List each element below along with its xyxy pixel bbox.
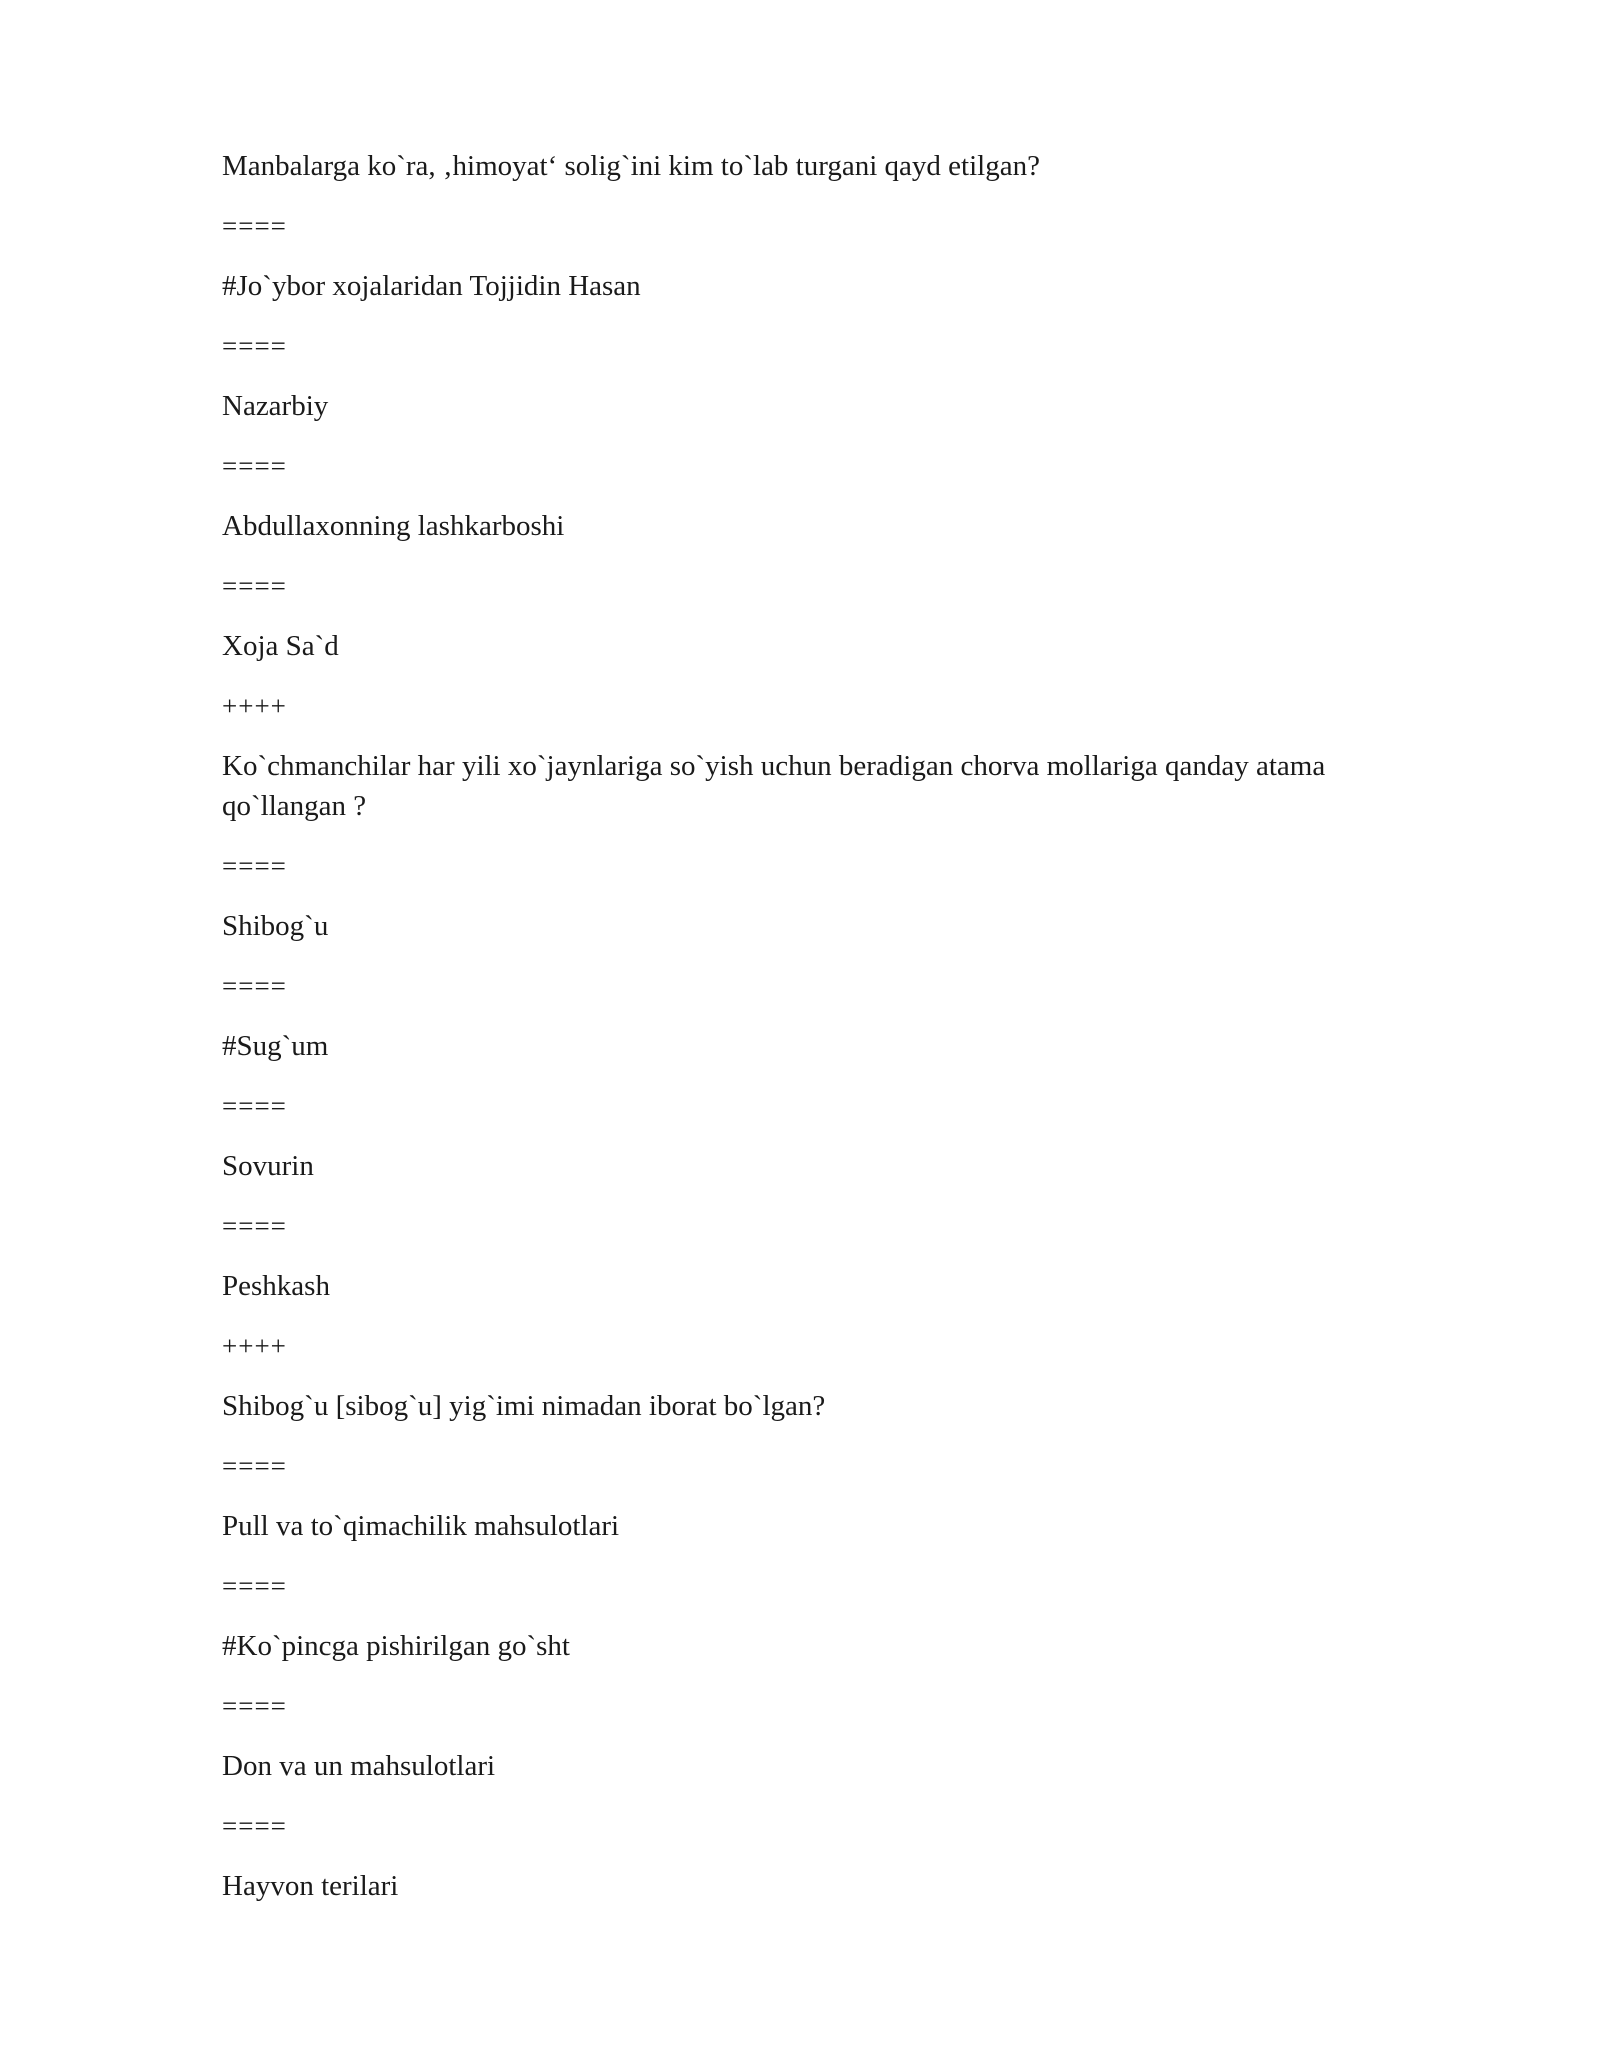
document-page bbox=[222, 146, 1452, 1926]
answer-option: Pull va to`qimachilik mahsulotlari bbox=[222, 1510, 620, 1542]
separator: ==== bbox=[222, 851, 287, 881]
separator: ==== bbox=[222, 1091, 287, 1121]
question-text: Manbalarga ko`ra, ‚himoyat‘ solig`ini kim to`lab turgani qayd etilgan? bbox=[222, 150, 1040, 182]
separator: ==== bbox=[222, 331, 287, 361]
separator: ==== bbox=[222, 971, 287, 1001]
separator: ==== bbox=[222, 1691, 287, 1721]
answer-option: #Ko`pincga pishirilgan go`sht bbox=[222, 1630, 570, 1662]
separator: ==== bbox=[222, 1571, 287, 1601]
question-divider: ++++ bbox=[222, 691, 287, 721]
separator: ==== bbox=[222, 1451, 287, 1481]
answer-option: Xoja Sa`d bbox=[222, 630, 339, 662]
answer-option: Peshkash bbox=[222, 1270, 330, 1302]
answer-option: Sovurin bbox=[222, 1150, 314, 1182]
answer-option: Shibog`u bbox=[222, 910, 329, 942]
answer-option: Hayvon terilari bbox=[222, 1870, 399, 1902]
answer-option: #Jo`ybor xojalaridan Tojjidin Hasan bbox=[222, 270, 641, 302]
separator: ==== bbox=[222, 451, 287, 481]
separator: ==== bbox=[222, 1211, 287, 1241]
separator: ==== bbox=[222, 211, 287, 241]
separator: ==== bbox=[222, 571, 287, 601]
answer-option: Don va un mahsulotlari bbox=[222, 1750, 496, 1782]
answer-option: Nazarbiy bbox=[222, 390, 329, 422]
question-text: Shibog`u [sibog`u] yig`imi nimadan iborat bo`lgan? bbox=[222, 1390, 826, 1422]
question-text: Ko`chmanchilar har yili xo`jaynlariga so`yish uchun beradigan chorva mollariga qanday atama qo`llangan ? bbox=[222, 750, 1333, 822]
separator: ==== bbox=[222, 1811, 287, 1841]
answer-option: #Sug`um bbox=[222, 1030, 329, 1062]
answer-option: Abdullaxonning lashkarboshi bbox=[222, 510, 565, 542]
question-divider: ++++ bbox=[222, 1331, 287, 1361]
